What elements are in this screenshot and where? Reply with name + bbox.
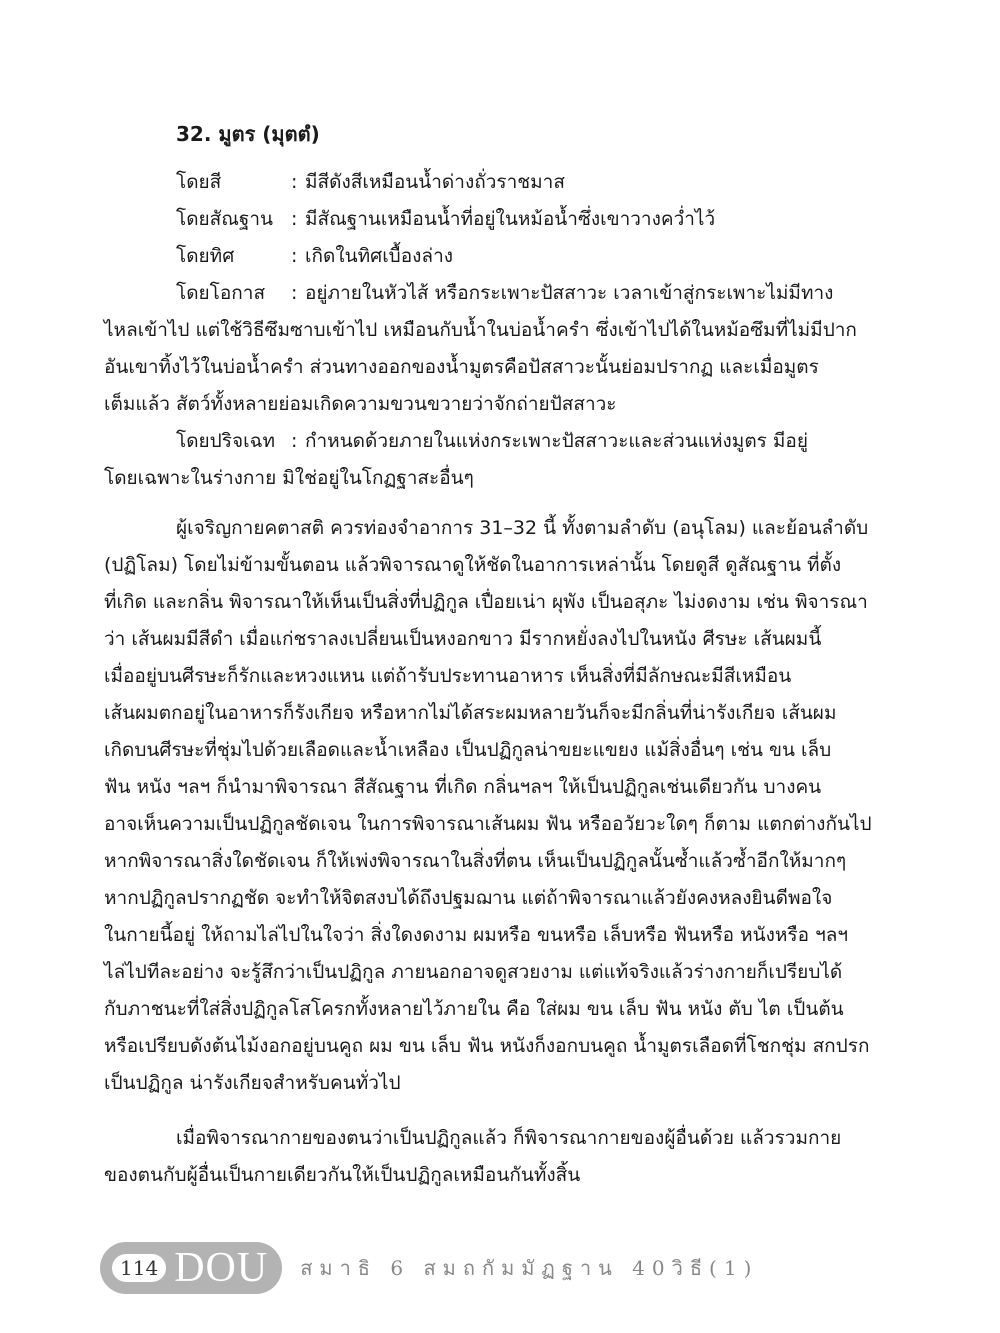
text-line: ที่เกิด และกลิ่น พิจารณาให้เห็นเป็นสิ่งที่ปฏิกูล เปื่อยเน่า ผุพัง เป็นอสุภะ ไม่งดงาม เช่น พิจารณา (104, 591, 868, 613)
attribute-colon: : (291, 282, 298, 304)
brand-logo: DOU (174, 1245, 269, 1291)
text-line: เกิดบนศีรษะที่ชุ่มไปด้วยเลือดและน้ำเหลือง เป็นปฏิกูลน่าขยะแขยง แม้สิ่งอื่นๆ เช่น ขน เล็บ (104, 739, 832, 761)
attributes-block (104, 164, 882, 497)
page-number: 114 (112, 1254, 166, 1282)
attribute-label: โดยโอกาส (176, 282, 266, 304)
text-line: กับภาชนะที่ใส่สิ่งปฏิกูลโสโครกทั้งหลายไว้ภายใน คือ ใส่ผม ขน เล็บ ฟัน หนัง ตับ ไต เป็นต้น (104, 998, 844, 1020)
attribute-row (176, 238, 882, 275)
attribute-label: โดยสัณฐาน (176, 208, 274, 230)
attribute-value: มีสีดังสีเหมือนน้ำด่างถั่วราชมาส (305, 171, 565, 193)
attribute-label: โดยทิศ (176, 245, 235, 267)
text-line: โดยเฉพาะในร่างกาย มิใช่อยู่ในโกฏฐาสะอื่นๆ (104, 467, 474, 489)
text-line: หากพิจารณาสิ่งใดชัดเจน ก็ให้เพ่งพิจารณาในสิ่งที่ตน เห็นเป็นปฏิกูลนั้นซ้ำแล้วซ้ำอีกให้มากๆ (104, 850, 847, 872)
text-line: อันเขาทิ้งไว้ในบ่อน้ำครำ ส่วนทางออกของน้ำมูตรคือปัสสาวะนั้นย่อมปรากฏ และเมื่อมูตร (104, 356, 819, 378)
attribute-colon: : (291, 245, 298, 267)
text-line: ไล่ไปทีละอย่าง จะรู้สึกว่าเป็นปฏิกูล ภายนอกอาจดูสวยงาม แต่แท้จริงแล้วร่างกายก็เปรียบได้ (104, 961, 843, 983)
text-line: (ปฏิโลม) โดยไม่ข้ามขั้นตอน แล้วพิจารณาดูให้ชัดในอาการเหล่านั้น โดยดูสี ดูสัณฐาน ที่ตั้ง (104, 554, 842, 576)
text-line: เต็มแล้ว สัตว์ทั้งหลายย่อมเกิดความขวนขวายว่าจักถ่ายปัสสาวะ (104, 393, 617, 415)
text-line: ฟัน หนัง ฯลฯ ก็นำมาพิจารณา สีสัณฐาน ที่เกิด กลิ่นฯลฯ ให้เป็นปฏิกูลเช่นเดียวกัน บางคน (104, 776, 822, 798)
section-heading: 32. มูตร (มุตตํ) (176, 122, 320, 146)
text-line: ว่า เส้นผมมีสีดำ เมื่อแก่ชราลงเปลี่ยนเป็นหงอกขาว มีรากหยั่งลงไปในหนัง ศีรษะ เส้นผมนี้ (104, 628, 822, 650)
boundary-continuation (104, 460, 882, 497)
page-footer (100, 1240, 758, 1296)
attribute-label: โดยสี (176, 171, 222, 193)
text-line: อาจเห็นความเป็นปฏิกูลชัดเจน ในการพิจารณาเส้นผม ฟัน หรืออวัยวะใดๆ ก็ตาม แตกต่างกันไป (104, 813, 872, 835)
text-line: ผู้เจริญกายคตาสติ ควรท่องจำอาการ 31–32 นี้ ทั้งตามลำดับ (อนุโลม) และย้อนลำดับ (176, 517, 869, 539)
attribute-value: เกิดในทิศเบื้องล่าง (305, 245, 454, 267)
attribute-colon: : (291, 430, 298, 452)
attribute-label: โดยปริจเฉท (176, 430, 276, 452)
text-line: หากปฏิกูลปรากฏชัด จะทำให้จิตสงบได้ถึงปฐมฌาน แต่ถ้าพิจารณาแล้วยังคงหลงยินดีพอใจ (104, 887, 833, 909)
text-line: หรือเปรียบดังต้นไม้งอกอยู่บนคูถ ผม ขน เล็บ ฟัน หนังก็งอกบนคูถ น้ำมูตรเลือดที่โชกชุ่ม สกปรก (104, 1035, 870, 1057)
okas-continuation (104, 312, 882, 423)
text-line: เส้นผมตกอยู่ในอาหารก็รังเกียจ หรือหากไม่ได้สระผมหลายวันก็จะมีกลิ่นที่น่ารังเกียจ เส้นผม (104, 702, 837, 724)
footer-badge (100, 1242, 282, 1294)
attribute-row (176, 201, 882, 238)
book-title: สมาธิ 6 สมถกัมมัฏฐาน 40วิธี(1) (300, 1256, 759, 1280)
attribute-colon: : (291, 171, 298, 193)
text-line: ของตนกับผู้อื่นเป็นกายเดียวกันให้เป็นปฏิกูลเหมือนกันทั้งสิ้น (104, 1164, 581, 1186)
attribute-value: มีสัณฐานเหมือนน้ำที่อยู่ในหม้อน้ำซึ่งเขาวางคว่ำไว้ (305, 208, 716, 230)
text-line: ไหลเข้าไป แต่ใช้วิธีซึมซาบเข้าไป เหมือนกับน้ำในบ่อน้ำครำ ซึ่งเข้าไปได้ในหม้อซึมที่ไม่มีปาก (104, 319, 857, 341)
paragraph-closing (104, 1120, 882, 1194)
attribute-row (176, 275, 882, 312)
attribute-row (176, 164, 882, 201)
paragraph-main (104, 510, 882, 1102)
text-line: เมื่ออยู่บนศีรษะก็รักและหวงแหน แต่ถ้ารับประทานอาหาร เห็นสิ่งที่มีลักษณะมีสีเหมือน (104, 665, 792, 687)
attribute-value: กำหนดด้วยภายในแห่งกระเพาะปัสสาวะและส่วนแห่งมูตร มีอยู่ (305, 430, 808, 452)
attribute-row (176, 423, 882, 460)
attribute-value: อยู่ภายในหัวไส้ หรือกระเพาะปัสสาวะ เวลาเข้าสู่กระเพาะไม่มีทาง (305, 282, 834, 304)
text-line: เมื่อพิจารณากายของตนว่าเป็นปฏิกูลแล้ว ก็พิจารณากายของผู้อื่นด้วย แล้วรวมกาย (176, 1127, 842, 1149)
text-line: เป็นปฏิกูล น่ารังเกียจสำหรับคนทั่วไป (104, 1072, 401, 1094)
text-line: ในกายนี้อยู่ ให้ถามไล่ไปในใจว่า สิ่งใดงดงาม ผมหรือ ขนหรือ เล็บหรือ ฟันหรือ หนังหรือ ฯลฯ (104, 924, 849, 946)
attribute-colon: : (291, 208, 298, 230)
